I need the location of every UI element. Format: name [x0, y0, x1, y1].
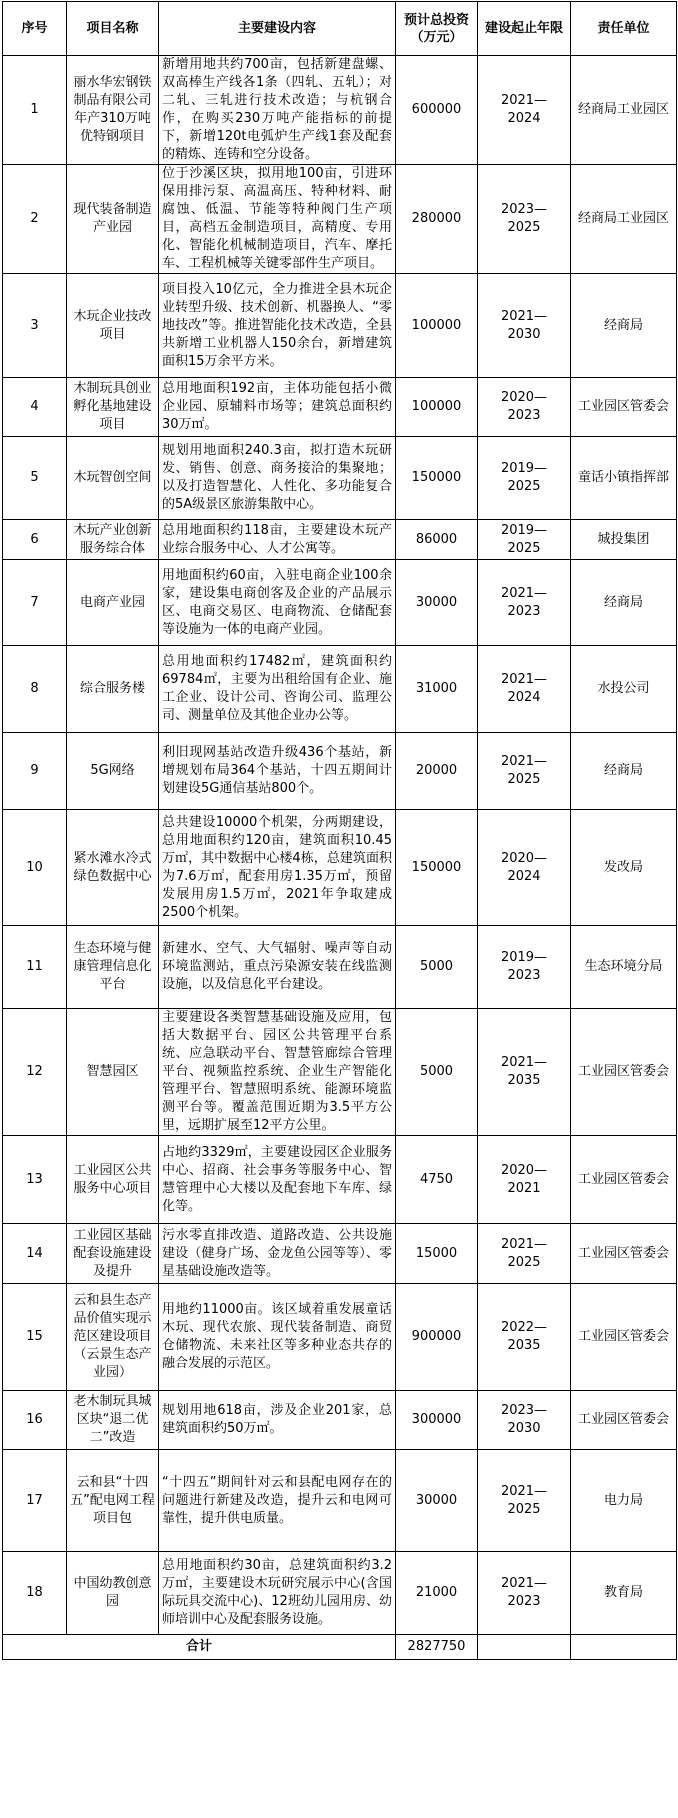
cell-period: 2019— 2023 — [478, 926, 571, 1009]
cell-no: 18 — [3, 1552, 67, 1635]
header-investment: 预计总投资（万元） — [396, 2, 478, 56]
cell-period: 2020— 2021 — [478, 1136, 571, 1224]
cell-unit: 经商局工业园区 — [571, 56, 677, 165]
header-name: 项目名称 — [67, 2, 159, 56]
cell-no: 10 — [3, 810, 67, 926]
cell-name: 工业园区基础配套设施建设及提升 — [67, 1224, 159, 1284]
cell-unit: 经商局工业园区 — [571, 165, 677, 274]
total-period-empty — [478, 1635, 571, 1660]
cell-investment: 900000 — [396, 1284, 478, 1391]
cell-name: 云和县“十四五”配电网工程项目包 — [67, 1450, 159, 1552]
cell-content: 位于沙溪区块，拟用地100亩，引进环保用排污泵、高温高压、特种材料、耐腐蚀、低温、节能等特种阀门生产项目，高档五金制造项目，高精度、专用化、智能化机械制造项目，汽车、摩托车、工程机械等关键零部件生产项目。 — [159, 165, 396, 274]
cell-investment: 21000 — [396, 1552, 478, 1635]
table-row — [3, 520, 677, 560]
header-no: 序号 — [3, 2, 67, 56]
table-row — [3, 378, 677, 437]
cell-unit: 教育局 — [571, 1552, 677, 1635]
cell-content: 规划用地618亩，涉及企业201家，总建筑面积约50万㎡。 — [159, 1391, 396, 1450]
cell-name: 老木制玩具城区块“退二优二”改造 — [67, 1391, 159, 1450]
table-row — [3, 1552, 677, 1635]
cell-no: 15 — [3, 1284, 67, 1391]
cell-no: 9 — [3, 733, 67, 810]
cell-name: 木玩产业创新服务综合体 — [67, 520, 159, 560]
cell-investment: 31000 — [396, 646, 478, 733]
table-row — [3, 1284, 677, 1391]
cell-name: 云和县生态产品价值实现示范区建设项目（云景生态产业园） — [67, 1284, 159, 1391]
cell-investment: 150000 — [396, 437, 478, 520]
cell-name: 木制玩具创业孵化基地建设项目 — [67, 378, 159, 437]
cell-no: 1 — [3, 56, 67, 165]
header-content: 主要建设内容 — [159, 2, 396, 56]
cell-no: 17 — [3, 1450, 67, 1552]
total-investment: 2827750 — [396, 1635, 478, 1660]
cell-content: 总共建设10000个机架，分两期建设，总用地面积约120亩，建筑面积10.45万㎡，其中数据中心楼4栋，总建筑面积为7.6万㎡，配套用房1.35万㎡，预留发展用房1.5万㎡，2021年争取建成2500个机架。 — [159, 810, 396, 926]
cell-investment: 5000 — [396, 926, 478, 1009]
table-row — [3, 56, 677, 165]
table-row — [3, 165, 677, 274]
cell-content: 用地约11000亩。该区域着重发展童话木玩、现代农旅、现代装备制造、商贸仓储物流、未来社区等多种业态共存的融合发展的示范区。 — [159, 1284, 396, 1391]
cell-name: 现代装备制造产业园 — [67, 165, 159, 274]
cell-content: 主要建设各类智慧基础设施及应用，包括大数据平台、园区公共管理平台系统、应急联动平台、智慧管廊综合管理平台、视频监控系统、企业生产智能化管理平台、智慧照明系统、能源环境监测平台等。覆盖范围近期为3.5平方公里，远期扩展至12平方公里。 — [159, 1009, 396, 1136]
cell-name: 工业园区公共服务中心项目 — [67, 1136, 159, 1224]
cell-period: 2021— 2024 — [478, 56, 571, 165]
cell-unit: 工业园区管委会 — [571, 378, 677, 437]
cell-investment: 100000 — [396, 274, 478, 378]
cell-content: 新增用地共约700亩，包括新建盘螺、双高棒生产线各1条（四轧、五轧）；对二轧、三轧进行技术改造；与杭钢合作，在购买230万吨产能指标的前提下，新增120t电弧炉生产线1套及配套的精炼、连铸和空分设备。 — [159, 56, 396, 165]
cell-investment: 15000 — [396, 1224, 478, 1284]
cell-name: 中国幼教创意园 — [67, 1552, 159, 1635]
cell-investment: 280000 — [396, 165, 478, 274]
cell-unit: 工业园区管委会 — [571, 1136, 677, 1224]
table-row — [3, 560, 677, 646]
cell-name: 电商产业园 — [67, 560, 159, 646]
cell-investment: 300000 — [396, 1391, 478, 1450]
cell-period: 2019— 2025 — [478, 437, 571, 520]
cell-content: 用地面积约60亩，入驻电商企业100余家，建设集电商创客及企业的产品展示区、电商交易区、电商物流、仓储配套等设施为一体的电商产业园。 — [159, 560, 396, 646]
table-row — [3, 1009, 677, 1136]
cell-no: 8 — [3, 646, 67, 733]
cell-period: 2020— 2023 — [478, 378, 571, 437]
cell-unit: 工业园区管委会 — [571, 1224, 677, 1284]
cell-no: 11 — [3, 926, 67, 1009]
table-row — [3, 926, 677, 1009]
cell-unit: 经商局 — [571, 274, 677, 378]
total-unit-empty — [571, 1635, 677, 1660]
cell-investment: 4750 — [396, 1136, 478, 1224]
cell-period: 2021— 2025 — [478, 1450, 571, 1552]
cell-content: “十四五”期间针对云和县配电网存在的问题进行新建及改造，提升云和电网可靠性，提升供电质量。 — [159, 1450, 396, 1552]
cell-unit: 水投公司 — [571, 646, 677, 733]
cell-content: 规划用地面积240.3亩，拟打造木玩研发、销售、创意、商务接洽的集聚地；以及打造智慧化、人性化、多功能复合的5A级景区旅游集散中心。 — [159, 437, 396, 520]
cell-unit: 工业园区管委会 — [571, 1391, 677, 1450]
cell-name: 5G网络 — [67, 733, 159, 810]
cell-period: 2023— 2025 — [478, 165, 571, 274]
cell-investment: 150000 — [396, 810, 478, 926]
total-row — [3, 1635, 677, 1660]
cell-unit: 工业园区管委会 — [571, 1284, 677, 1391]
cell-content: 污水零直排改造、道路改造、公共设施建设（健身广场、金龙鱼公园等等）、零星基础设施改造等。 — [159, 1224, 396, 1284]
cell-content: 占地约3329㎡，主要建设园区企业服务中心、招商、社会事务等服务中心、智慧管理中心大楼以及配套地下车库、绿化等。 — [159, 1136, 396, 1224]
cell-period: 2022— 2035 — [478, 1284, 571, 1391]
cell-name: 智慧园区 — [67, 1009, 159, 1136]
cell-period: 2021— 2024 — [478, 646, 571, 733]
cell-name: 紧水滩水冷式绿色数据中心 — [67, 810, 159, 926]
cell-name: 生态环境与健康管理信息化平台 — [67, 926, 159, 1009]
cell-period: 2021— 2035 — [478, 1009, 571, 1136]
cell-no: 5 — [3, 437, 67, 520]
cell-name: 木玩智创空间 — [67, 437, 159, 520]
cell-no: 13 — [3, 1136, 67, 1224]
header-unit: 责任单位 — [571, 2, 677, 56]
cell-investment: 86000 — [396, 520, 478, 560]
cell-unit: 电力局 — [571, 1450, 677, 1552]
cell-period: 2021— 2025 — [478, 733, 571, 810]
cell-no: 12 — [3, 1009, 67, 1136]
cell-content: 总用地面积约30亩，总建筑面积约3.2万㎡，主要建设木玩研究展示中心(含国际玩具交流中心)、12班幼儿园用房、幼师培训中心及配套服务设施。 — [159, 1552, 396, 1635]
cell-no: 6 — [3, 520, 67, 560]
cell-investment: 600000 — [396, 56, 478, 165]
cell-content: 总用地面积约17482㎡，建筑面积约69784㎡，主要为出租给国有企业、施工企业、设计公司、咨询公司、监理公司、测量单位及其他企业办公等。 — [159, 646, 396, 733]
table-row — [3, 274, 677, 378]
cell-unit: 经商局 — [571, 560, 677, 646]
cell-period: 2020— 2024 — [478, 810, 571, 926]
cell-content: 总用地面积192亩，主体功能包括小微企业园、原辅料市场等；建筑总面积约30万㎡。 — [159, 378, 396, 437]
cell-unit: 发改局 — [571, 810, 677, 926]
cell-content: 利旧现网基站改造升级436个基站，新增规划布局364个基站，十四五期间计划建设5G通信基站800个。 — [159, 733, 396, 810]
cell-content: 总用地面积约118亩，主要建设木玩产业综合服务中心、人才公寓等。 — [159, 520, 396, 560]
cell-unit: 童话小镇指挥部 — [571, 437, 677, 520]
cell-no: 4 — [3, 378, 67, 437]
cell-unit: 生态环境分局 — [571, 926, 677, 1009]
table-row — [3, 810, 677, 926]
project-table — [2, 1, 677, 1660]
cell-period: 2021— 2023 — [478, 1552, 571, 1635]
cell-period: 2021— 2030 — [478, 274, 571, 378]
cell-unit: 城投集团 — [571, 520, 677, 560]
cell-no: 14 — [3, 1224, 67, 1284]
table-row — [3, 1391, 677, 1450]
cell-name: 木玩企业技改项目 — [67, 274, 159, 378]
cell-investment: 100000 — [396, 378, 478, 437]
cell-period: 2021— 2025 — [478, 1224, 571, 1284]
cell-investment: 30000 — [396, 1450, 478, 1552]
header-row — [3, 2, 677, 56]
cell-period: 2021— 2023 — [478, 560, 571, 646]
total-label: 合计 — [3, 1635, 396, 1660]
cell-name: 综合服务楼 — [67, 646, 159, 733]
cell-no: 3 — [3, 274, 67, 378]
table-row — [3, 1450, 677, 1552]
cell-investment: 20000 — [396, 733, 478, 810]
table-row — [3, 1224, 677, 1284]
table-row — [3, 733, 677, 810]
cell-investment: 5000 — [396, 1009, 478, 1136]
cell-content: 项目投入10亿元，全力推进全县木玩企业转型升级、技术创新、机器换人、“零地技改”等。推进智能化技术改造，全县共新增工业机器人150余台，新增建筑面积15万余平方米。 — [159, 274, 396, 378]
cell-period: 2023— 2030 — [478, 1391, 571, 1450]
cell-name: 丽水华宏钢铁制品有限公司年产310万吨优特钢项目 — [67, 56, 159, 165]
cell-period: 2019— 2025 — [478, 520, 571, 560]
table-row — [3, 437, 677, 520]
cell-investment: 30000 — [396, 560, 478, 646]
table-row — [3, 1136, 677, 1224]
table-row — [3, 646, 677, 733]
cell-unit: 经商局 — [571, 733, 677, 810]
cell-no: 7 — [3, 560, 67, 646]
cell-no: 2 — [3, 165, 67, 274]
cell-content: 新建水、空气、大气辐射、噪声等自动环境监测站，重点污染源安装在线监测设施，以及信息化平台建设。 — [159, 926, 396, 1009]
cell-no: 16 — [3, 1391, 67, 1450]
cell-unit: 工业园区管委会 — [571, 1009, 677, 1136]
header-period: 建设起止年限 — [478, 2, 571, 56]
